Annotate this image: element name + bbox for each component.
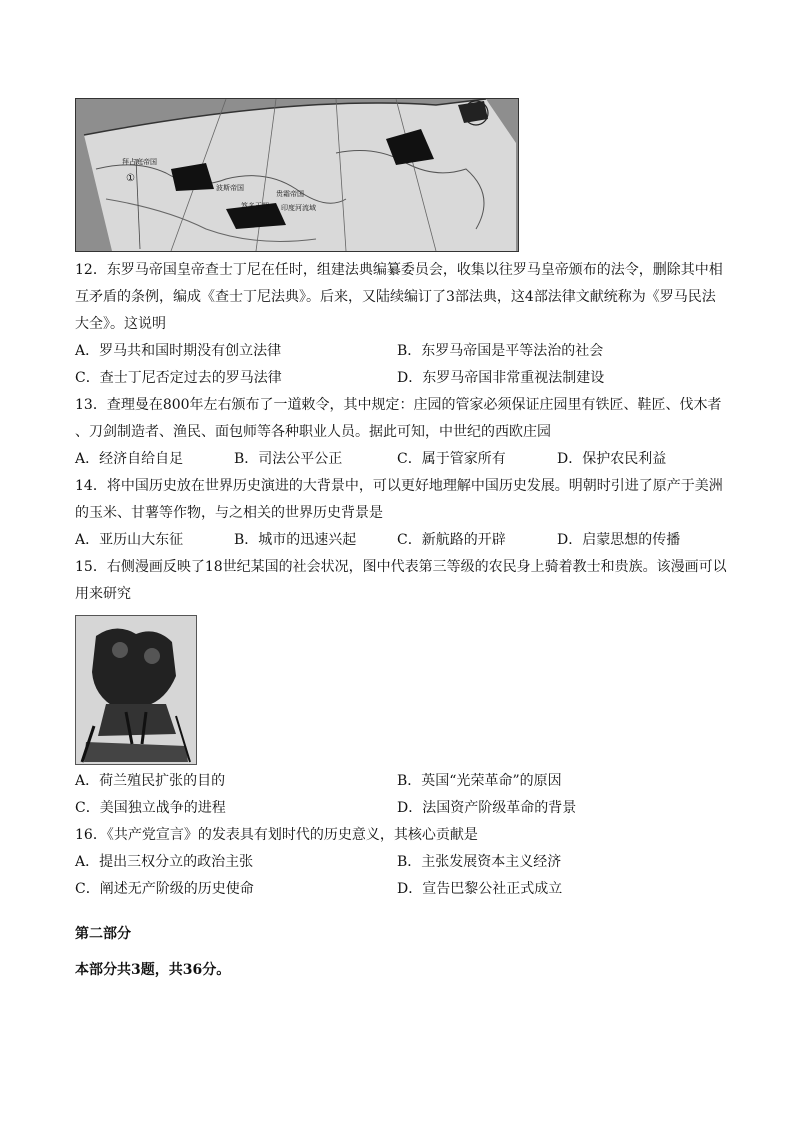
q13-stem-line-2: 、刀剑制造者、渔民、面包师等各种职业人员。据此可知，中世纪的西欧庄园	[75, 424, 551, 440]
q14-stem-line-1: 14．将中国历史放在世界历史演进的大背景中，可以更好地理解中国历史发展。明朝时引进了原产于美洲	[75, 478, 723, 494]
part2-title: 第二部分	[75, 926, 131, 942]
map-figure	[75, 98, 519, 252]
q16-option-a: A．提出三权分立的政治主张	[75, 854, 254, 870]
cartoon-figure	[75, 615, 197, 765]
q14-option-d: D．启蒙思想的传播	[557, 532, 681, 548]
q16-option-b: B．主张发展资本主义经济	[397, 854, 562, 870]
map-label-byzantine: 拜占庭帝国	[122, 158, 157, 166]
q12-stem-line-2: 互矛盾的条例，编成《查士丁尼法典》。后来，又陆续编订了3部法典，这4部法律文献统称为《罗马民法	[75, 289, 716, 305]
q12-stem-line-1: 12．东罗马帝国皇帝查士丁尼在任时，组建法典编纂委员会，收集以往罗马皇帝颁布的法令，删除其中相	[75, 262, 723, 278]
q13-option-c: C．属于管家所有	[397, 451, 506, 467]
q12-option-b: B．东罗马帝国是平等法治的社会	[397, 343, 604, 359]
q12-option-a: A．罗马共和国时期没有创立法律	[75, 343, 282, 359]
map-label-kushan: 贵霜帝国	[276, 190, 304, 198]
q13-option-a: A．经济自给自足	[75, 451, 184, 467]
q15-option-d: D．法国资产阶级革命的背景	[397, 800, 577, 816]
q14-option-a: A．亚历山大东征	[75, 532, 184, 548]
q12-option-d: D．东罗马帝国非常重视法制建设	[397, 370, 605, 386]
q15-stem-line-2: 用来研究	[75, 586, 131, 602]
q13-option-b: B．司法公平公正	[234, 451, 343, 467]
q15-option-c: C．美国独立战争的进程	[75, 800, 226, 816]
map-label-persia: 波斯帝国	[216, 184, 244, 192]
q14-option-c: C．新航路的开辟	[397, 532, 506, 548]
q15-option-a: A．荷兰殖民扩张的目的	[75, 773, 226, 789]
q15-option-b: B．英国“光荣革命”的原因	[397, 773, 562, 789]
map-label-1: ①	[126, 173, 135, 184]
q16-option-d: D．宣告巴黎公社正式成立	[397, 881, 563, 897]
q14-stem-line-2: 的玉米、甘薯等作物，与之相关的世界历史背景是	[75, 505, 383, 521]
q15-stem-line-1: 15．右侧漫画反映了18世纪某国的社会状况，图中代表第三等级的农民身上骑着教士和贵族。该漫画可以	[75, 559, 727, 575]
q13-option-d: D．保护农民利益	[557, 451, 667, 467]
map-label-indus: 印度河流域	[281, 204, 316, 212]
q12-option-c: C．查士丁尼否定过去的罗马法律	[75, 370, 282, 386]
q16-option-c: C．阐述无产阶级的历史使命	[75, 881, 254, 897]
q16-stem-line-1: 16．《共产党宣言》的发表具有划时代的历史意义，其核心贡献是	[75, 827, 478, 843]
q13-stem-line-1: 13．查理曼在800年左右颁布了一道敕令，其中规定：庄园的管家必须保证庄园里有铁匠、鞋匠、伐木者	[75, 397, 722, 413]
q14-option-b: B．城市的迅速兴起	[234, 532, 357, 548]
part2-note: 本部分共3题，共36分。	[75, 962, 231, 978]
q12-stem-line-3: 大全》。这说明	[75, 316, 166, 332]
map-label-gupta: 笈多王朝	[241, 202, 269, 210]
